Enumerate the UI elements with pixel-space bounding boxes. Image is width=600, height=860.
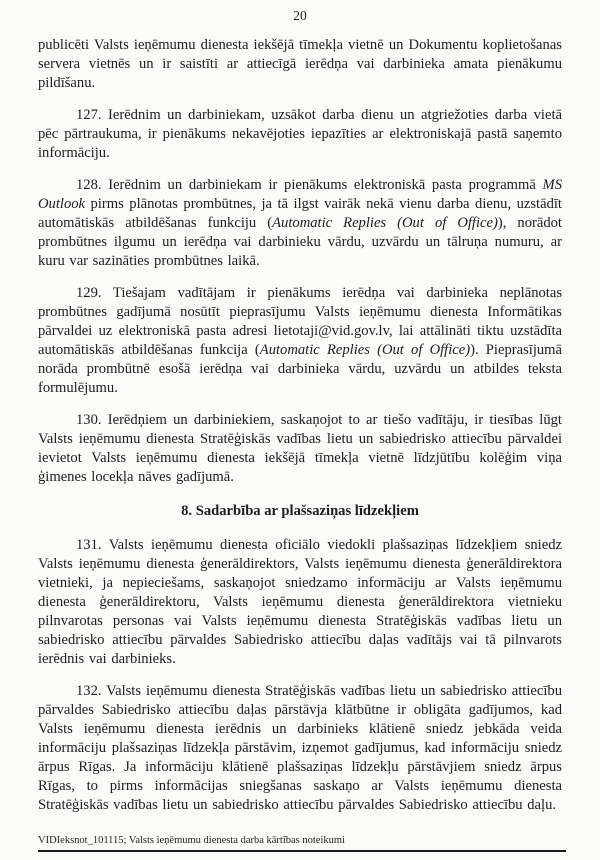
text-segment: 132. Valsts ieņēmumu dienesta Stratēģiskās vadības lietu un sabiedrisko attiecību pārvaldes Sabiedrisko attiecību daļas pārstāvja klātbūtne ir obligāta gadījumos, kad Valsts ieņēmumu dienesta ierēdnis un darbinieks klātienē sniedz jebkāda veida informāciju plašsaziņas līdzekļa pārstāvim, izņemot gadījumus, kad informāciju sniedz ārpus Rīgas. Ja informāciju klātienē plašsaziņas līdzekļu pārstāvjiem sniedz ārpus Rīgas, to pirms informācijas sniegšanas saskaņo ar Valsts ieņēmumu dienesta Stratēģiskās vadības lietu un sabiedrisko attiecību pārvaldes Sabiedrisko attiecību daļu. (38, 683, 562, 813)
text-segment: 8. Sadarbība ar plašsaziņas līdzekļiem (181, 503, 419, 519)
text-segment: 131. Valsts ieņēmumu dienesta oficiālo viedokli plašsaziņas līdzekļiem sniedz Valsts ieņēmumu dienesta ģenerāldirektors, Valsts ieņēmumu dienesta ģenerāldirektora vietnieki, ja nepieciešams, saskaņojot sniedzamo informāciju ar Valsts ieņēmumu dienesta ģenerāldirektoru, Valsts ieņēmumu dienesta ģenerāldirektora vietnieku pilnvarotas personas vai Valsts ieņēmumu dienesta Stratēģiskās vadības lietu un sabiedrisko attiecību pārvaldes Sabiedrisko attiecību daļas vadītājs vai tā pilnvarots ierēdnis vai darbinieks. (38, 537, 562, 667)
paragraph (38, 106, 562, 163)
text-segment: 130. Ierēdņiem un darbiniekiem, saskaņojot to ar tiešo vadītāju, ir tiesības lūgt Valsts ieņēmumu dienesta Stratēģiskās vadības lietu un sabiedrisko attiecību pārvaldei ievietot Valsts ieņēmumu dienesta iekšējā tīmekļa vietnē līdzjūtību kolēģim viņa ģimenes locekļa nāves gadījumā. (38, 412, 562, 485)
text-segment: ), norādot prombūtnes ilgumu un ierēdņa vai darbinieku vārdu, uzvārdu un tālruņa numuru, ar kuru var sazināties prombūtnes laikā. (38, 215, 562, 269)
footer-rule (38, 850, 566, 852)
paragraph (38, 284, 562, 398)
section-heading (38, 502, 562, 521)
paragraph (38, 536, 562, 669)
paragraph (38, 36, 562, 93)
footer-reference: VIDIeksnot_101115; Valsts ieņēmumu dienesta darba kārtības noteikumi (38, 835, 345, 846)
page-footer (38, 834, 566, 852)
text-segment: 128. Ierēdnim un darbiniekam ir pienākums elektroniskā pasta programmā (76, 177, 543, 193)
italic-text-segment: Automatic Replies (Out of Office) (272, 215, 498, 231)
paragraph (38, 411, 562, 487)
text-segment: pirms plānotas prombūtnes, ja tā ilgst vairāk nekā vienu darba dienu, uzstādīt automātiskās atbildēšanas funkciju ( (38, 196, 562, 231)
text-segment: 129. Tiešajam vadītājam ir pienākums ierēdņa vai darbinieka neplānotas prombūtnes gadījumā nosūtīt pieprasījumu Valsts ieņēmumu dienesta Informātikas pārvaldei uz elektroniskā pasta adresi lietotaji@vid.gov.lv, lai attālināti tiktu uzstādīta automātiskās atbildēšanas funkcija ( (38, 285, 562, 358)
text-segment: 127. Ierēdnim un darbiniekam, uzsākot darba dienu un atgriežoties darba vietā pēc pārtraukuma, ir pienākums nekavējoties iepazīties ar elektroniskajā pastā saņemto informāciju. (38, 107, 562, 161)
italic-text-segment: MS Outlook (38, 177, 562, 212)
paragraph (38, 682, 562, 815)
paragraph (38, 176, 562, 271)
page-number: 20 (293, 8, 307, 23)
text-segment: ). Pieprasījumā norāda prombūtnē esošā ierēdņa vai darbinieka vārdu, uzvārdu un atbildes teksta formulējumu. (38, 342, 563, 396)
text-segment: publicēti Valsts ieņēmumu dienesta iekšējā tīmekļa vietnē un Dokumentu koplietošanas servera vietnēs un ir saistīti ar attiecīgā ierēdņa vai darbinieka amata pienākumu pildīšanu. (38, 37, 562, 91)
italic-text-segment: Automatic Replies (Out of Office) (259, 342, 471, 358)
document-body (38, 36, 562, 815)
